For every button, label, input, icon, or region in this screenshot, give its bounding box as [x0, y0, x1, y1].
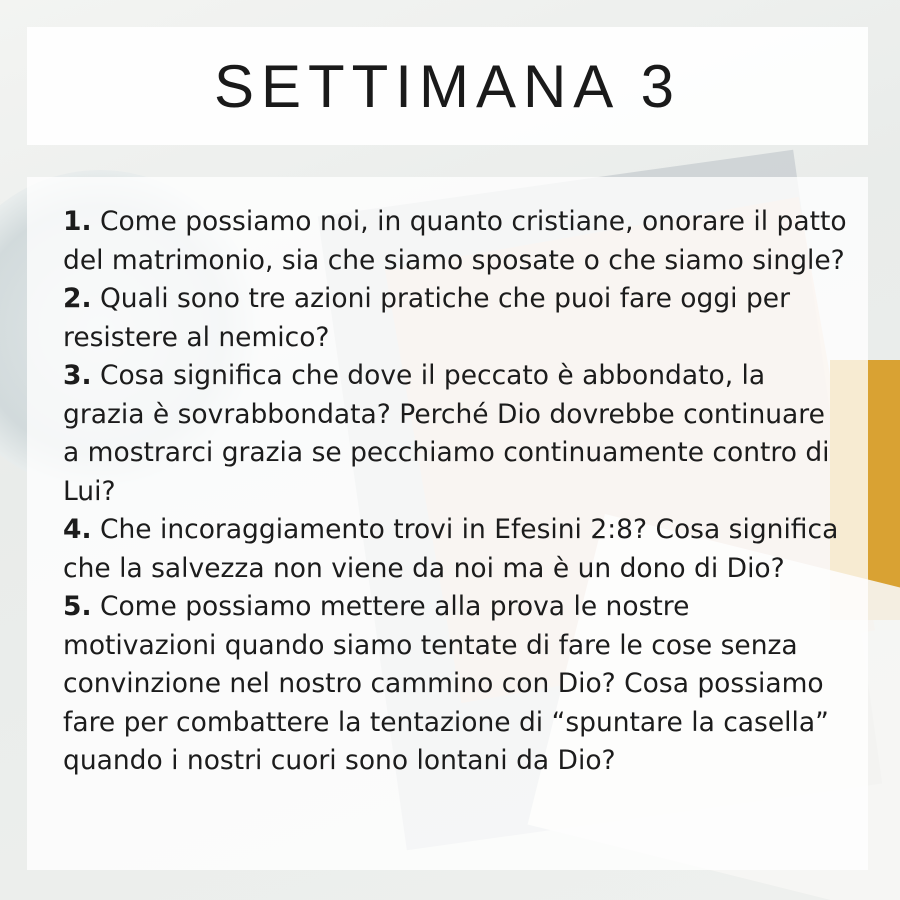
- question-text: Come possiamo noi, in quanto cristiane, onorare il patto del matrimonio, sia che siamo sposate o che siamo single?: [63, 206, 847, 276]
- question-number: 1.: [63, 206, 92, 237]
- question-number: 2.: [63, 283, 92, 314]
- question-item: [63, 280, 848, 357]
- question-text: Cosa significa che dove il peccato è abbondato, la grazia è sovrabbondata? Perché Dio dovrebbe continuare a mostrarci grazia se pecchiamo continuamente contro di Lui?: [63, 360, 830, 507]
- question-number: 4.: [63, 514, 92, 545]
- questions-panel: [27, 177, 868, 870]
- question-text: Che incoraggiamento trovi in Efesini 2:8? Cosa significa che la salvezza non viene da noi ma è un dono di Dio?: [63, 514, 839, 584]
- question-number: 3.: [63, 360, 92, 391]
- title-banner: [27, 27, 868, 145]
- questions-list: [63, 203, 848, 781]
- page-title: SETTIMANA 3: [213, 52, 682, 120]
- question-text: Come possiamo mettere alla prova le nostre motivazioni quando siamo tentate di fare le cose senza convinzione nel nostro cammino con Dio? Cosa possiamo fare per combattere la tentazione di “spuntare la casella” quando i nostri cuori sono lontani da Dio?: [63, 591, 829, 776]
- question-item: [63, 203, 848, 280]
- question-text: Quali sono tre azioni pratiche che puoi fare oggi per resistere al nemico?: [63, 283, 790, 353]
- question-number: 5.: [63, 591, 92, 622]
- question-item: [63, 357, 848, 511]
- question-item: [63, 511, 848, 588]
- question-item: [63, 588, 848, 781]
